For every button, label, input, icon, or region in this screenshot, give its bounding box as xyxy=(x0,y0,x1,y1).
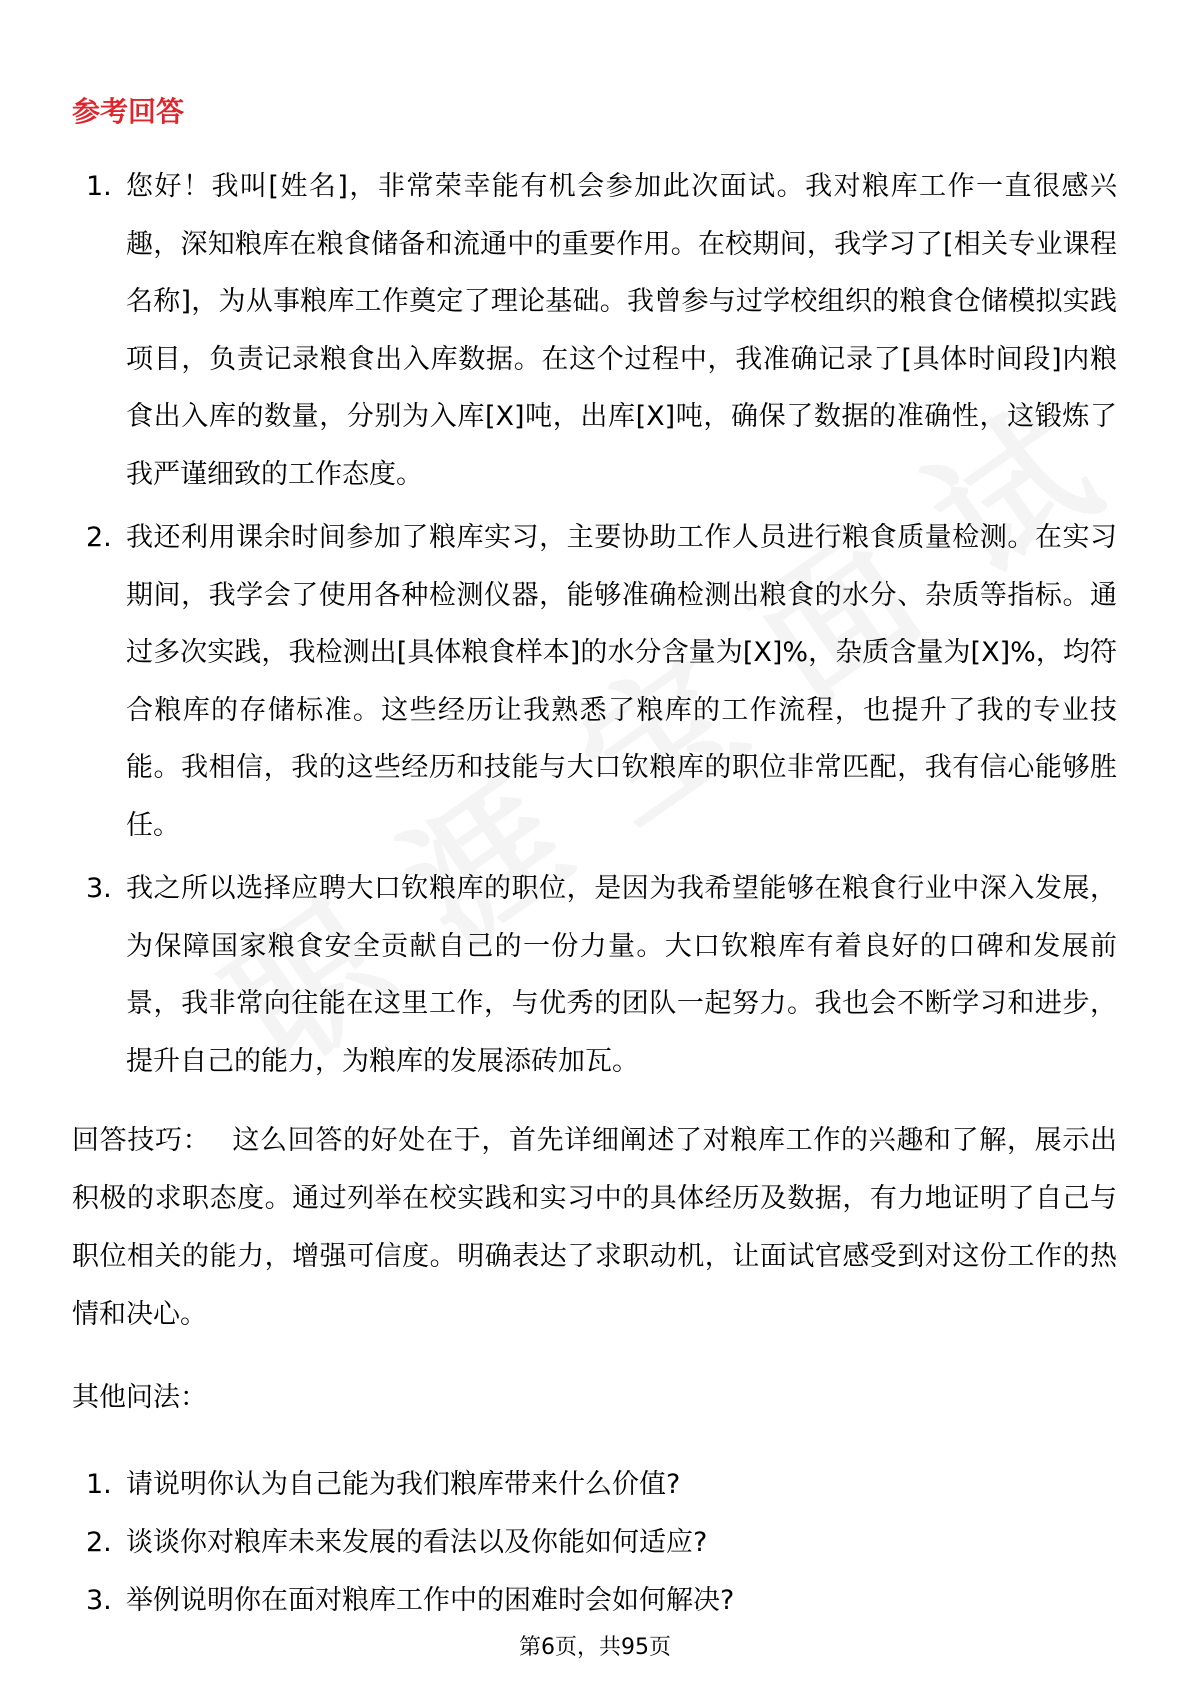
list-number: 1. xyxy=(86,171,112,202)
other-question-item xyxy=(72,1514,1117,1572)
list-number: 3. xyxy=(86,873,112,904)
answer-text: 我还利用课余时间参加了粮库实习，主要协助工作人员进行粮食质量检测。在实习期间，我学会了使用各种检测仪器，能够准确检测出粮食的水分、杂质等指标。通过多次实践，我检测出[具体粮食样本]的水分含量为[X]%，杂质含量为[X]%，均符合粮库的存储标准。这些经历让我熟悉了粮库的工作流程，也提升了我的专业技能。我相信，我的这些经历和技能与大口钦粮库的职位非常匹配，我有信心能够胜任。 xyxy=(126,522,1117,841)
list-number: 2. xyxy=(86,1527,112,1558)
list-number: 2. xyxy=(86,522,112,553)
answer-item xyxy=(72,158,1117,503)
other-questions-list xyxy=(72,1456,1117,1630)
answer-item xyxy=(72,860,1117,1090)
other-question-item xyxy=(72,1456,1117,1514)
page-footer: 第6页，共95页 xyxy=(519,1635,671,1660)
other-questions-title: 其他问法： xyxy=(72,1382,207,1413)
other-question-text: 请说明你认为自己能为我们粮库带来什么价值? xyxy=(126,1469,681,1500)
tips-text: 这么回答的好处在于，首先详细阐述了对粮库工作的兴趣和了解，展示出积极的求职态度。通过列举在校实践和实习中的具体经历及数据，有力地证明了自己与职位相关的能力，增强可信度。明确表达了求职动机，让面试官感受到对这份工作的热情和决心。 xyxy=(72,1125,1118,1330)
answer-tips xyxy=(72,1112,1117,1344)
other-question-text: 谈谈你对粮库未来发展的看法以及你能如何适应? xyxy=(126,1527,708,1558)
section-title: 参考回答 xyxy=(72,95,185,128)
list-number: 3. xyxy=(86,1585,112,1616)
other-question-text: 举例说明你在面对粮库工作中的困难时会如何解决? xyxy=(126,1585,735,1616)
answer-text: 我之所以选择应聘大口钦粮库的职位，是因为我希望能够在粮食行业中深入发展，为保障国家粮食安全贡献自己的一份力量。大口钦粮库有着良好的口碑和发展前景，我非常向往能在这里工作，与优秀的团队一起努力。我也会不断学习和进步，提升自己的能力，为粮库的发展添砖加瓦。 xyxy=(126,873,1117,1077)
answer-text: 您好！我叫[姓名]，非常荣幸能有机会参加此次面试。我对粮库工作一直很感兴趣，深知粮库在粮食储备和流通中的重要作用。在校期间，我学习了[相关专业课程名称]，为从事粮库工作奠定了理论基础。我曾参与过学校组织的粮食仓储模拟实践项目，负责记录粮食出入库数据。在这个过程中，我准确记录了[具体时间段]内粮食出入库的数量，分别为入库[X]吨，出库[X]吨，确保了数据的准确性，这锻炼了我严谨细致的工作态度。 xyxy=(126,171,1117,490)
tips-label: 回答技巧： xyxy=(72,1125,211,1156)
other-question-item xyxy=(72,1572,1117,1630)
list-number: 1. xyxy=(86,1469,112,1500)
answer-item xyxy=(72,509,1117,854)
answer-list xyxy=(72,158,1117,1096)
